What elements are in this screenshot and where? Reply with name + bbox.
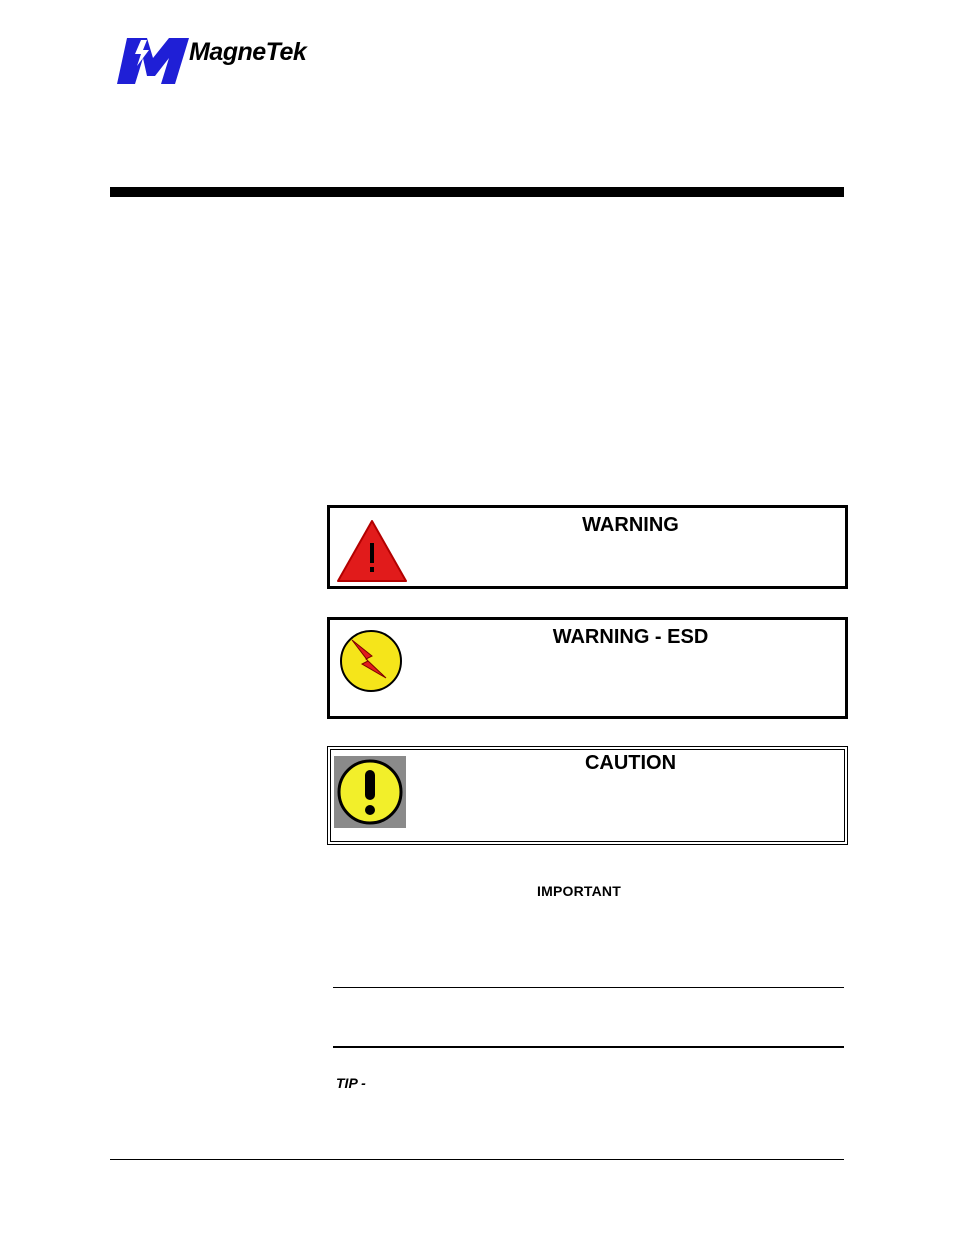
note-top-rule xyxy=(333,987,844,988)
esd-warning-title: WARNING - ESD xyxy=(552,626,709,648)
tip-label: TIP - xyxy=(336,1075,366,1091)
note-bottom-rule xyxy=(333,1046,844,1048)
footer-rule xyxy=(110,1159,844,1160)
logo-text: MagneTek xyxy=(189,38,307,66)
magnetek-m-icon xyxy=(117,36,189,86)
caution-title: CAUTION xyxy=(584,752,677,774)
warning-title: WARNING xyxy=(582,514,679,536)
header-rule xyxy=(110,187,844,197)
magnetek-logo xyxy=(117,36,327,88)
esd-warning-box xyxy=(327,617,848,719)
caution-box xyxy=(327,746,848,845)
warning-box xyxy=(327,505,848,589)
important-label: IMPORTANT xyxy=(537,883,621,899)
